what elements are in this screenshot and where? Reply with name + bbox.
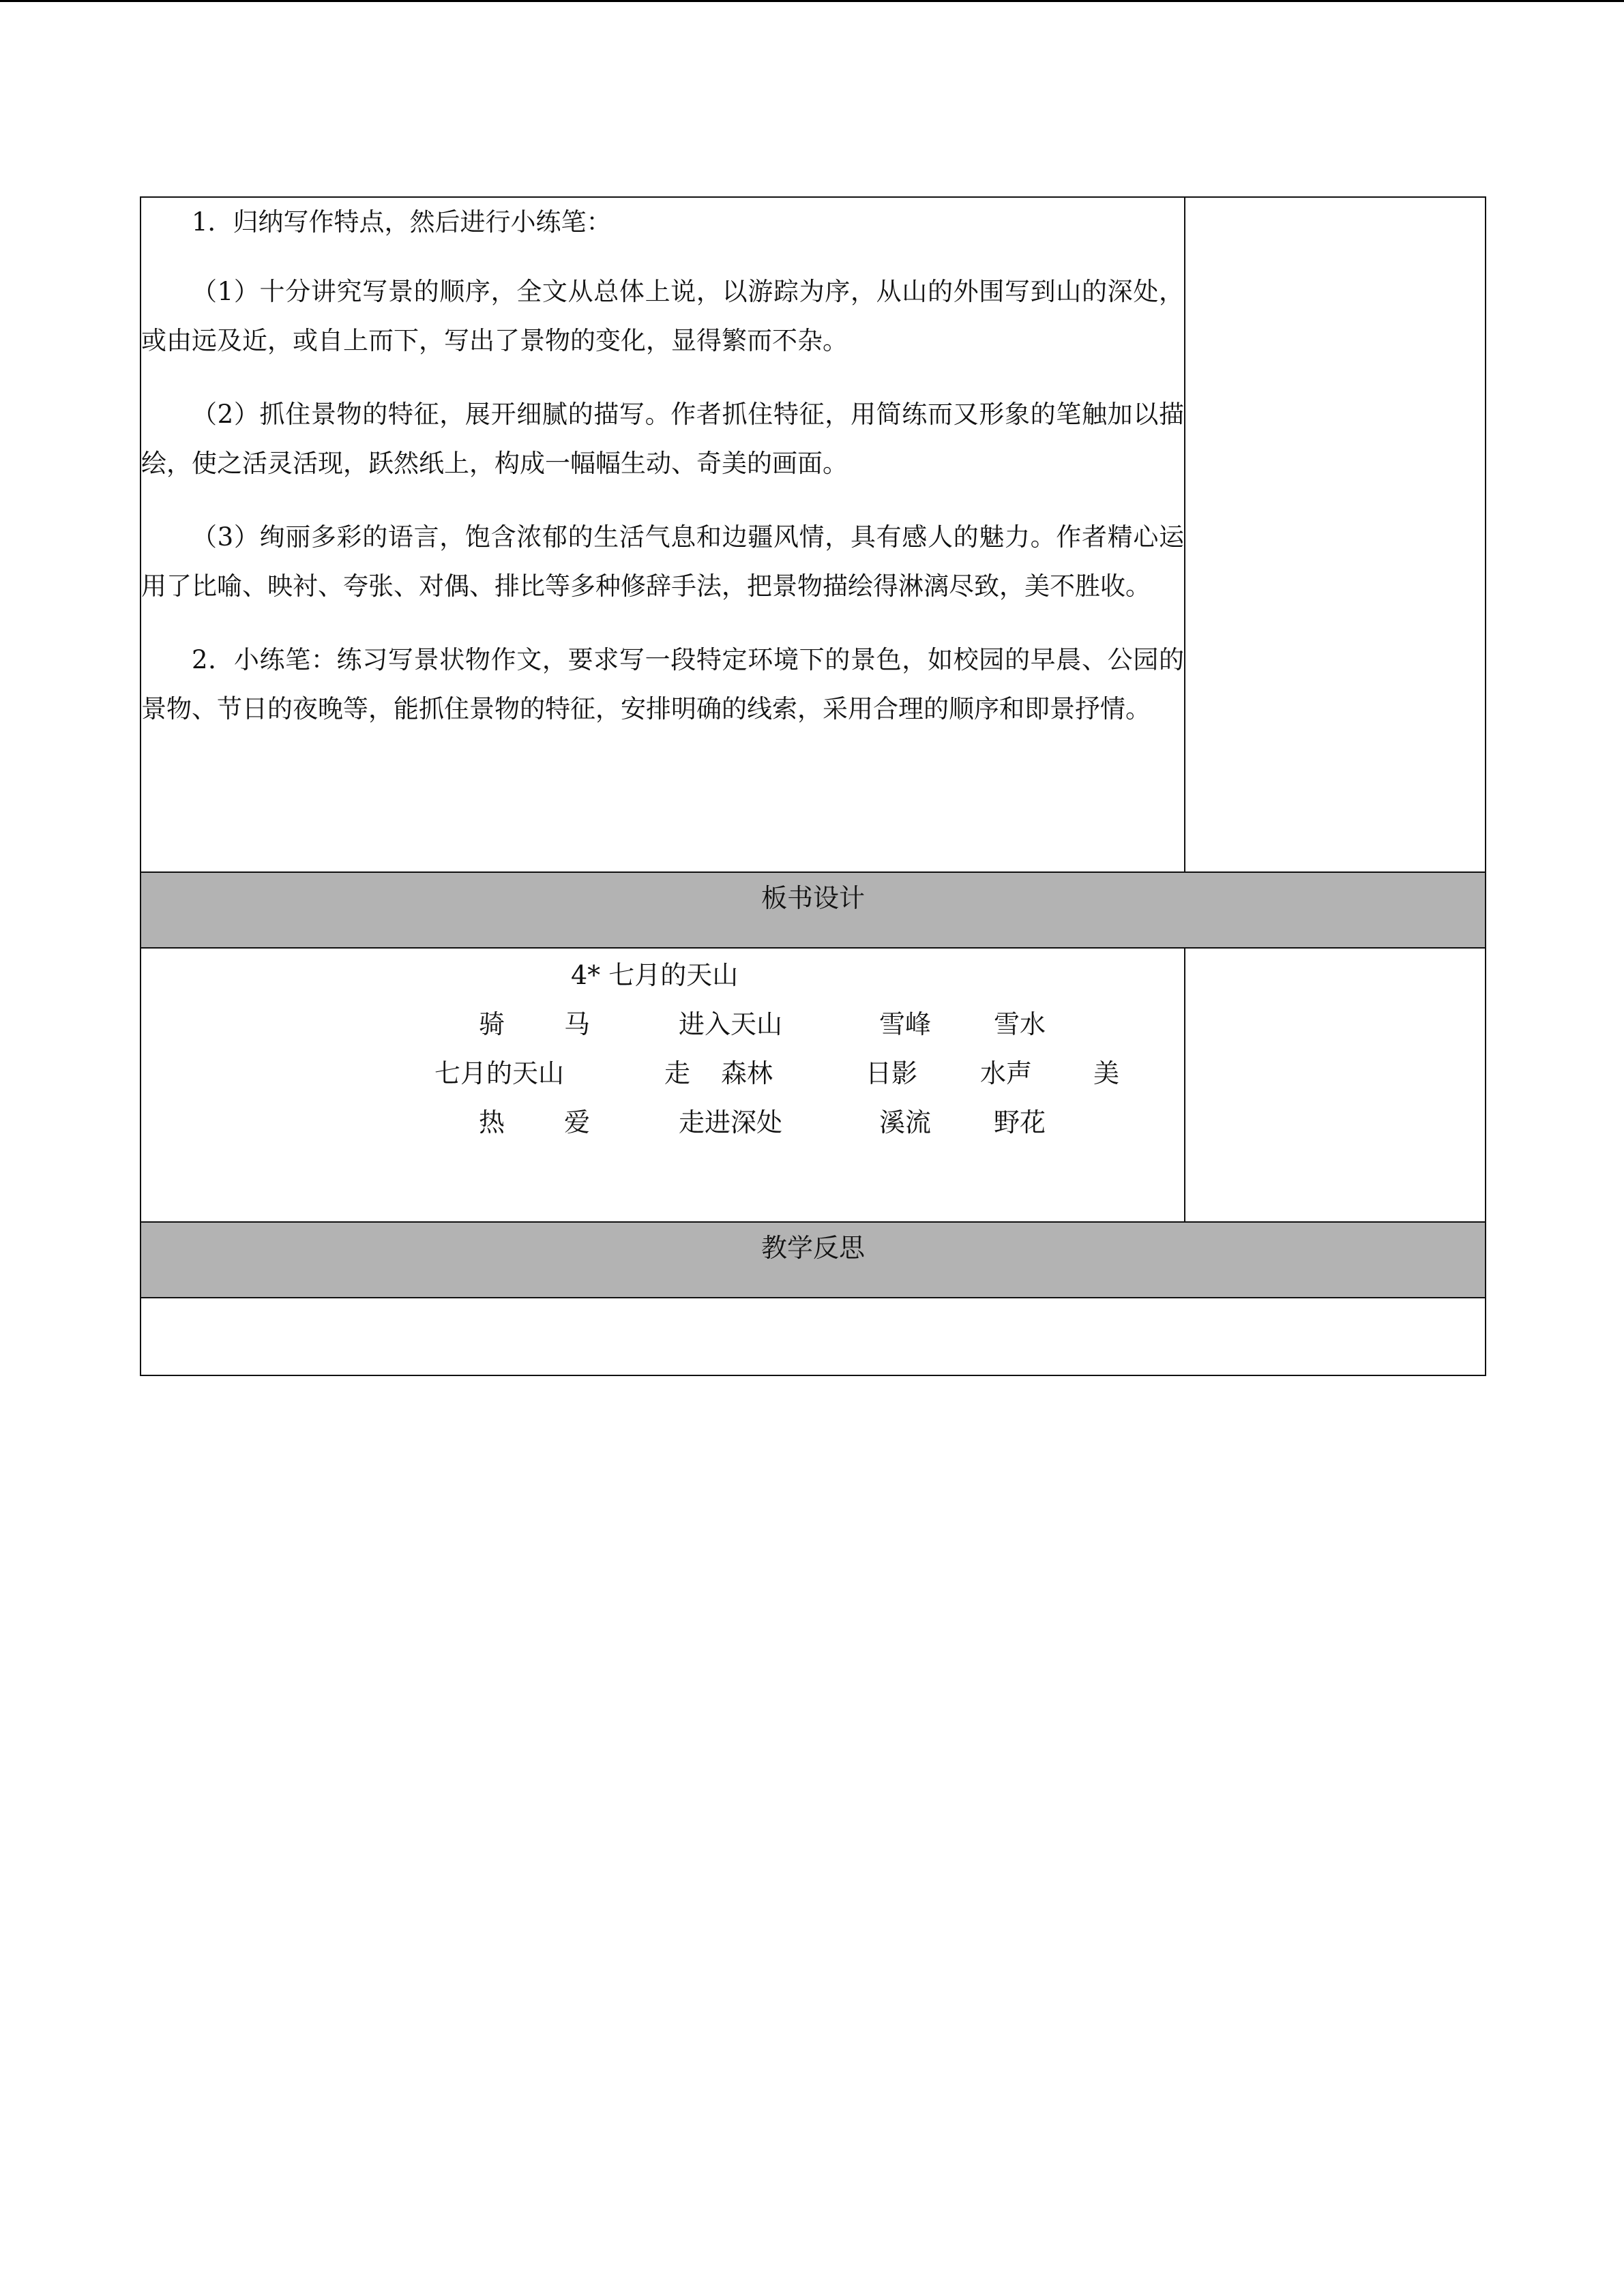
board-word: 走进深处 [679,1107,783,1137]
feature-2-paragraph: （2）抓住景物的特征，展开细腻的描写。作者抓住特征，用简练而又形象的笔触加以描绘，使之活灵活现，跃然纸上，构成一幅幅生动、奇美的画面。 [141,400,1184,478]
board-root-word: 七月的天山 [434,1058,565,1088]
writing-features-heading: 1．归纳写作特点，然后进行小练笔： [192,207,612,237]
page-top-border [0,0,1624,2]
feature-1-paragraph: （1）十分讲究写景的顺序，全文从总体上说，以游踪为序，从山的外围写到山的深处，或由远及近，或自上而下，写出了景物的变化，显得繁而不杂。 [141,277,1184,355]
board-side-cell [1185,948,1486,1222]
board-title: 4* 七月的天山 [571,960,739,990]
board-word: 森林 [721,1058,773,1088]
board-word: 美 [1093,1058,1120,1088]
lesson-plan-table [140,196,1486,1376]
reflection-row [141,1298,1486,1375]
board-word: 骑 [479,1009,505,1039]
reflection-header: 教学反思 [141,1222,1486,1298]
board-word: 进入天山 [679,1009,783,1039]
reflection-header-row [141,1222,1486,1298]
reflection-body[interactable] [141,1298,1486,1375]
board-design-cell [141,948,1185,1222]
board-word: 马 [564,1009,591,1039]
board-word: 爱 [564,1107,591,1137]
feature-3-paragraph: （3）绚丽多彩的语言，饱含浓郁的生活气息和边疆风情，具有感人的魅力。作者精心运用了比喻、映衬、夸张、对偶、排比等多种修辞手法，把景物描绘得淋漓尽致，美不胜收。 [141,522,1184,601]
practice-writing-paragraph: 2．小练笔：练习写景状物作文，要求写一段特定环境下的景色，如校园的早晨、公园的景物、节日的夜晚等，能抓住景物的特征，安排明确的线索，采用合理的顺序和即景抒情。 [141,645,1184,724]
side-note-cell [1185,197,1486,872]
board-word: 野花 [994,1107,1046,1137]
teaching-content-cell [141,197,1185,872]
board-design-row [141,948,1486,1222]
board-word: 雪峰 [879,1009,932,1039]
board-word: 水声 [980,1058,1033,1088]
board-word: 热 [479,1107,505,1137]
board-word: 日影 [866,1058,918,1088]
board-design-header: 板书设计 [141,872,1486,948]
board-word: 雪水 [994,1009,1046,1039]
board-word: 走 [664,1058,691,1088]
board-word: 溪流 [879,1107,932,1137]
teaching-content-row [141,197,1486,872]
board-design-header-row [141,872,1486,948]
